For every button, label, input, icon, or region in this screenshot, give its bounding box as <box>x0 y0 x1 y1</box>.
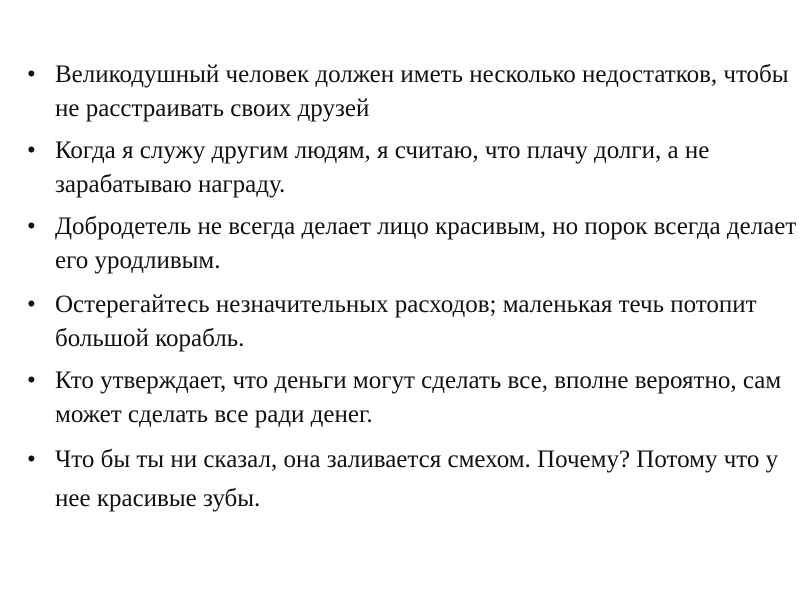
quote-text: Кто утверждает, что деньги могут сделать все, вполне вероятно, сам может сделать все ради денег. <box>55 367 782 428</box>
bullet-icon: • <box>27 213 36 240</box>
list-item <box>27 364 797 432</box>
quote-text: Что бы ты ни сказал, она заливается смехом. Почему? Потому что у нее красивые зубы. <box>55 446 779 512</box>
list-item <box>27 210 797 278</box>
bullet-icon: • <box>27 137 36 164</box>
list-item <box>27 440 797 518</box>
bullet-icon: • <box>27 367 36 394</box>
bullet-icon: • <box>27 446 36 473</box>
quote-text: Когда я служу другим людям, я считаю, что плачу долги, а не зарабатываю награду. <box>55 137 710 198</box>
bullet-list <box>27 58 797 526</box>
list-item <box>27 288 797 356</box>
bullet-icon: • <box>27 61 36 88</box>
bullet-icon: • <box>27 291 36 318</box>
quote-text: Остерегайтесь незначительных расходов; маленькая течь потопит большой корабль. <box>55 291 757 352</box>
list-item <box>27 134 797 202</box>
list-item <box>27 58 797 126</box>
quote-text: Добродетель не всегда делает лицо красивым, но порок всегда делает его уродливым. <box>55 213 797 274</box>
quote-text: Великодушный человек должен иметь несколько недостатков, чтобы не расстраивать своих друзей <box>55 61 789 122</box>
